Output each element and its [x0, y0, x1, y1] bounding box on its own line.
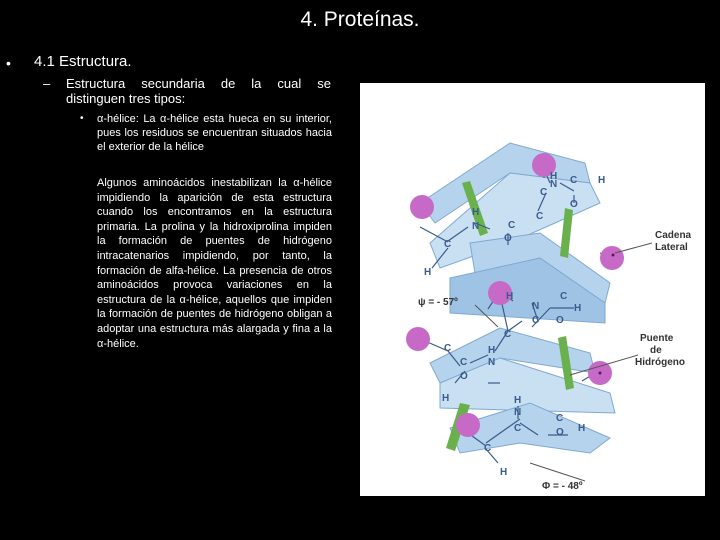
atom-label: O — [556, 315, 564, 326]
side-chain-label-line1: Cadena — [655, 230, 692, 241]
level1-bullet: • — [6, 55, 11, 71]
atom-label: N — [488, 357, 496, 368]
alpha-helix-diagram — [360, 83, 705, 496]
atom-label: H — [598, 175, 606, 186]
atom-label: C — [556, 413, 564, 424]
atom-label: N — [532, 301, 540, 312]
atom-label: C — [540, 187, 548, 198]
atom-label: C — [514, 423, 522, 434]
atom-label: C — [560, 291, 568, 302]
atom-label: C — [444, 239, 452, 250]
atom-label: N — [550, 179, 558, 190]
atom-label: H — [574, 303, 582, 314]
psi-angle-label: ψ = - 57º — [418, 297, 458, 308]
level3-bullet: • — [80, 113, 84, 124]
side-chain-label-line2: Lateral — [655, 242, 688, 253]
atom-label: C — [536, 211, 544, 222]
atom-label: H — [472, 207, 480, 218]
side-chain-sphere — [600, 246, 624, 270]
atom-label: H — [442, 393, 450, 404]
atom-label: C — [444, 343, 452, 354]
atom-label: O — [504, 233, 512, 244]
alpha-helix-definition: α-hélice: La α-hélice esta hueca en su interior, pues los residuos se encuentran situados hacia el exterior de la hélice — [97, 113, 332, 154]
atom-label: H — [424, 267, 432, 278]
hydrogen-bond-label-line2: de — [650, 345, 662, 356]
atom-label: H — [500, 467, 508, 478]
atom-label: N — [472, 221, 480, 232]
atom-label: H — [514, 395, 522, 406]
atom-label: H — [550, 171, 558, 182]
side-chain-sphere — [406, 327, 430, 351]
atom-label: C — [484, 443, 492, 454]
alpha-helix-figure — [360, 83, 705, 496]
atom-label: O — [556, 427, 564, 438]
side-chain-sphere — [456, 413, 480, 437]
atom-label: C — [504, 329, 512, 340]
atom-label: O — [460, 371, 468, 382]
hydrogen-bond-label-line1: Puente — [640, 333, 674, 344]
atom-label: C — [508, 220, 516, 231]
level2-dash: – — [43, 76, 51, 91]
atom-label: C — [532, 315, 540, 326]
atom-label: C — [570, 175, 578, 186]
atom-label: O — [570, 199, 578, 210]
phi-angle-label: Φ = - 48º — [542, 481, 583, 492]
alpha-helix-paragraph: Algunos aminoácidos inestabilizan la α-hélice impidiendo la aparición de esta estructura cuando los encontramos en la estructura primaria. La prolina y la hidroxiprolina impiden la formación de puentes de hidrógeno intracatenarios impidiendo, por tanto, la formación de alfa-hélice. La presencia de otros aminoácidos provoca variaciones en la estructura de la α-hélice, aquellos que impiden la formación de puentes de hidrógeno obligan a adoptar una estructura más alargada y fina a la α-hélice. — [97, 177, 332, 350]
secondary-structure-text: Estructura secundaria de la cual se distinguen tres tipos: — [66, 76, 331, 106]
slide-title: 4. Proteínas. — [300, 8, 420, 31]
atom-label: H — [578, 423, 586, 434]
section-heading: 4.1 Estructura. — [34, 53, 132, 70]
hydrogen-bond-label-line3: Hidrógeno — [635, 357, 685, 368]
atom-label: H — [488, 345, 496, 356]
atom-label: C — [460, 357, 468, 368]
side-chain-sphere — [410, 195, 434, 219]
atom-label: H — [506, 291, 514, 302]
atom-label: N — [514, 407, 522, 418]
